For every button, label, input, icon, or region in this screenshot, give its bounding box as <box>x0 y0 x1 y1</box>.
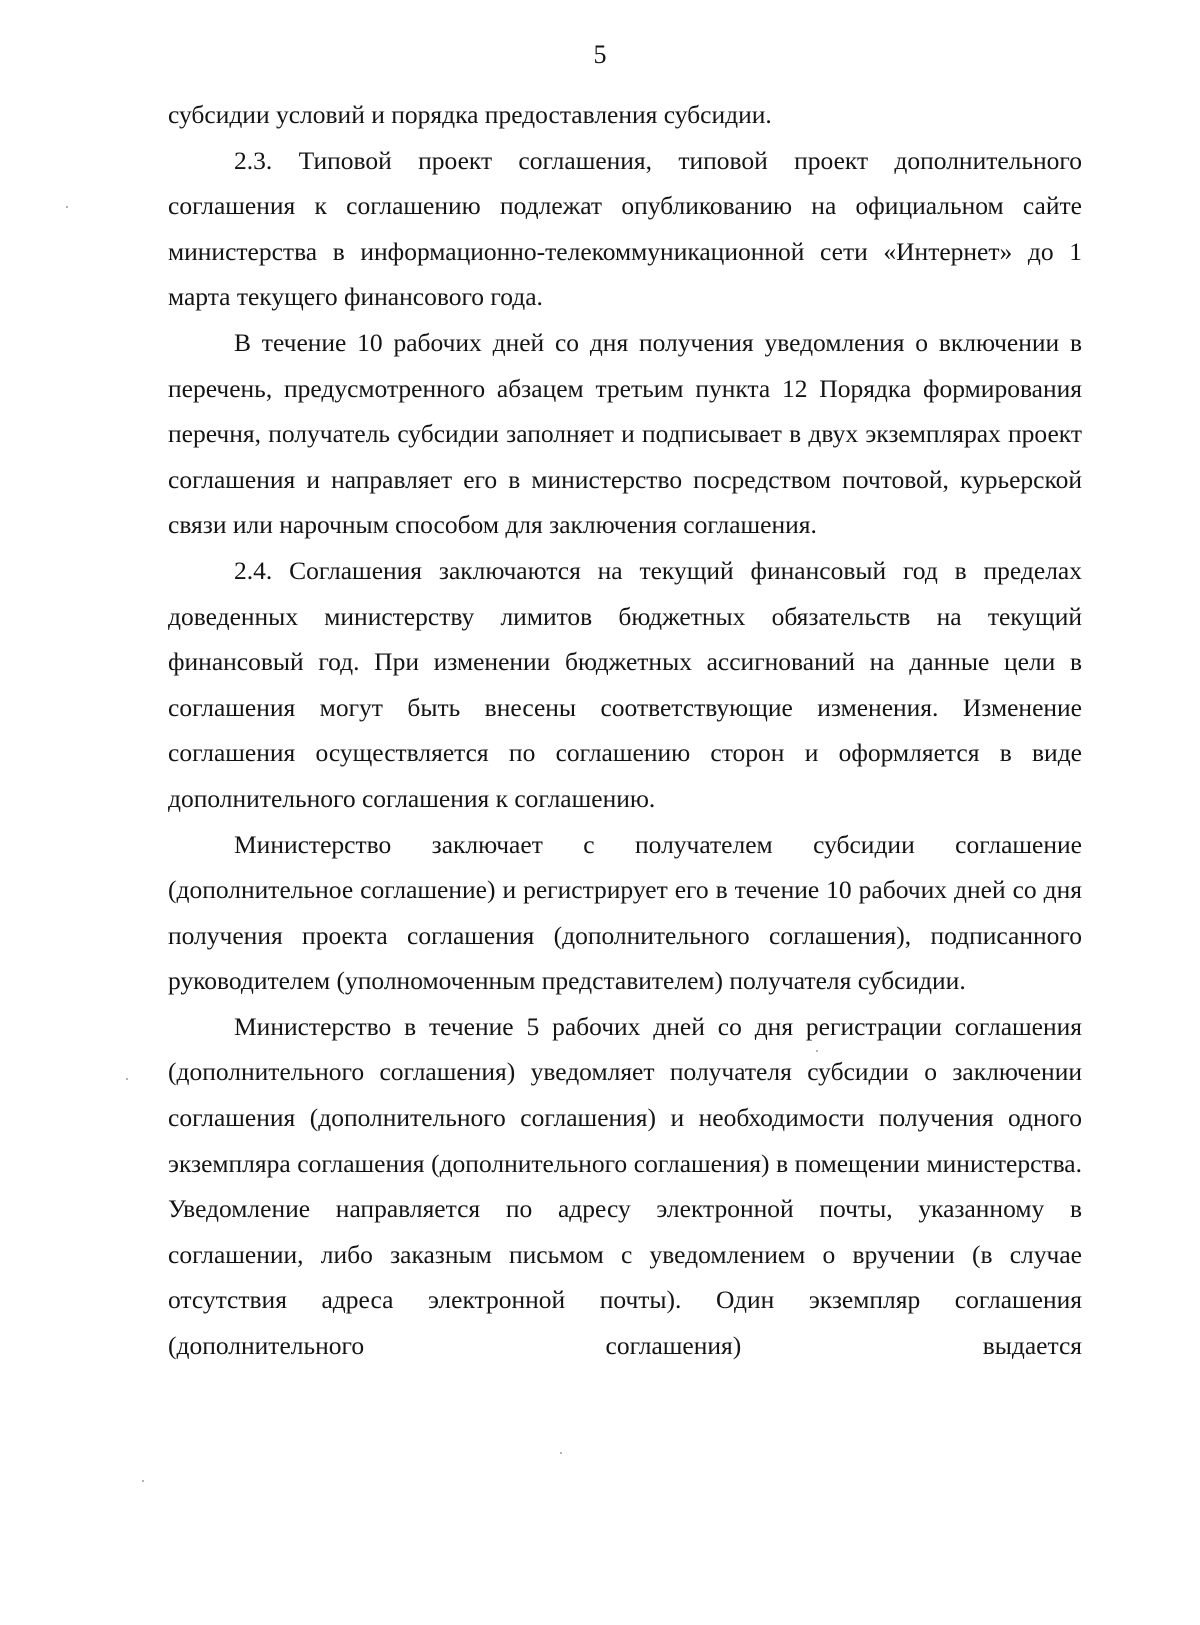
paragraph: 2.4. Соглашения заключаются на текущий финансовый год в пределах доведенных министерству лимитов бюджетных обязательств на текущий финансовый год. При изменении бюджетных ассигнований на данные цели в соглашения могут быть внесены соответствующие изменения. Изменение соглашения осуществляется по соглашению сторон и оформляется в виде дополнительного соглашения к соглашению. <box>168 555 1082 813</box>
scan-speck <box>142 1480 144 1482</box>
paragraph: Министерство заключает с получателем субсидии соглашение (дополнительное соглашение) и регистрирует его в течение 10 рабочих дней со дня получения проекта соглашения (дополнительного соглашения), подписанного руководителем (уполномоченным представителем) получателя субсидии. <box>168 829 1082 996</box>
scan-speck <box>560 1452 562 1454</box>
body-text <box>168 92 1082 1369</box>
paragraph: В течение 10 рабочих дней со дня получения уведомления о включении в перечень, предусмотренного абзацем третьим пункта 12 Порядка формирования перечня, получатель субсидии заполняет и подписывает в двух экземплярах проект соглашения и направляет его в министерство посредством почтовой, курьерской связи или нарочным способом для заключения соглашения. <box>168 327 1082 540</box>
scan-speck <box>126 1078 128 1080</box>
paragraph: субсидии условий и порядка предоставления субсидии. <box>168 100 772 129</box>
scan-speck <box>66 206 68 208</box>
paragraph: 2.3. Типовой проект соглашения, типовой проект дополнительного соглашения к соглашению подлежат опубликованию на официальном сайте министерства в информационно-телекоммуникационной сети «Интернет» до 1 марта текущего финансового года. <box>168 145 1082 312</box>
page-number: 5 <box>593 40 607 69</box>
paragraph-last: Министерство в течение 5 рабочих дней со дня регистрации соглашения (дополнительного соглашения) уведомляет получателя субсидии о заключении соглашения (дополнительного соглашения) и необходимости получения одного экземпляра соглашения (дополнительного соглашения) в помещении министерства. Уведомление направляется по адресу электронной почты, указанному в соглашении, либо заказным письмом с уведомлением о вручении (в случае отсутствия адреса электронной почты). Один экземпляр соглашения (дополнительного соглашения) выдается <box>168 1011 1082 1361</box>
scan-speck <box>816 1050 818 1052</box>
